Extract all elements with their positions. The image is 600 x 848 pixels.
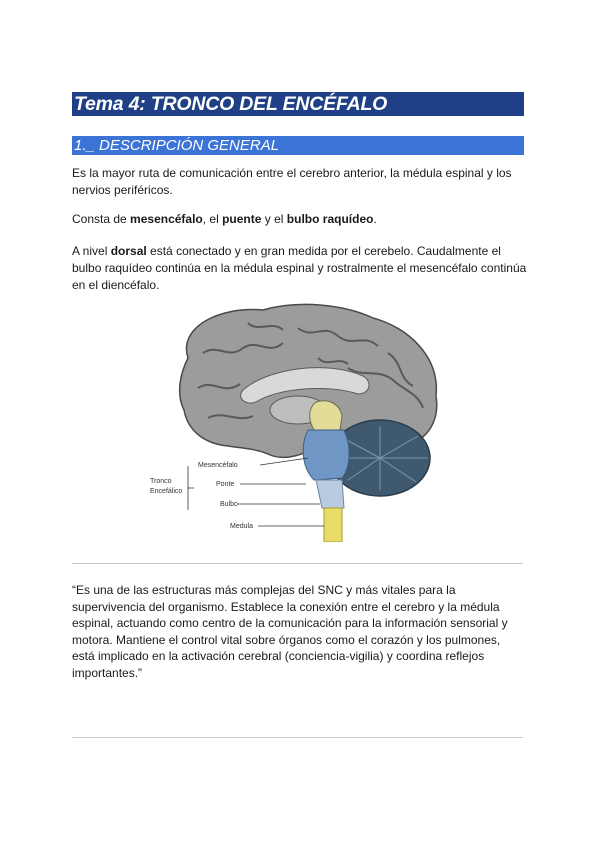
term-mesencefalo: mesencéfalo	[130, 212, 203, 226]
brain-illustration	[148, 298, 454, 542]
label-ponte: Ponte	[216, 481, 235, 488]
label-tronco: Tronco	[150, 478, 172, 485]
term-puente: puente	[222, 212, 262, 226]
label-bulbo: Bulbo	[220, 501, 238, 508]
title-banner	[72, 92, 524, 116]
quote-block: “Es una de las estructuras más complejas del SNC y más vitales para la supervivencia del organismo. Establece la conexión entre el cerebro y la médula espinal, actuando como centro de la comunicación para la información sensorial y motora. Mantiene el control vital sobre órganos como el corazón y los pulmones, está implicado en la activación cerebral (conciencia-vigilia) y coordina reflejos importantes.”	[72, 583, 508, 680]
paragraph-components	[72, 211, 527, 228]
divider-bottom	[72, 737, 523, 738]
paragraph-dorsal	[72, 243, 527, 294]
page-title: Tema 4: TRONCO DEL ENCÉFALO	[74, 93, 388, 115]
paragraph-intro: Es la mayor ruta de comunicación entre el cerebro anterior, la médula espinal y los nervios periféricos.	[72, 166, 512, 197]
brain-figure	[148, 298, 454, 542]
text-fragment: está conectado y en gran medida por el cerebelo. Caudalmente el bulbo raquídeo continúa en la médula espinal y rostralmente el mesencéfalo continúa en el diencéfalo.	[72, 244, 527, 292]
label-encefalico: Encefálico	[150, 488, 183, 495]
text-fragment: A nivel	[72, 244, 111, 258]
text-fragment: .	[373, 212, 377, 226]
text-fragment: y el	[261, 212, 287, 226]
text-fragment: Consta de	[72, 212, 131, 226]
text-fragment: , el	[202, 212, 223, 226]
label-medula: Medula	[230, 523, 253, 530]
section-title: 1._ DESCRIPCIÓN GENERAL	[74, 137, 280, 154]
label-mesencefalo: Mesencéfalo	[198, 462, 238, 469]
section-banner	[72, 136, 524, 155]
divider-top	[72, 563, 523, 564]
term-dorsal: dorsal	[110, 244, 147, 258]
term-bulbo-raquideo: bulbo raquídeo	[286, 212, 374, 226]
